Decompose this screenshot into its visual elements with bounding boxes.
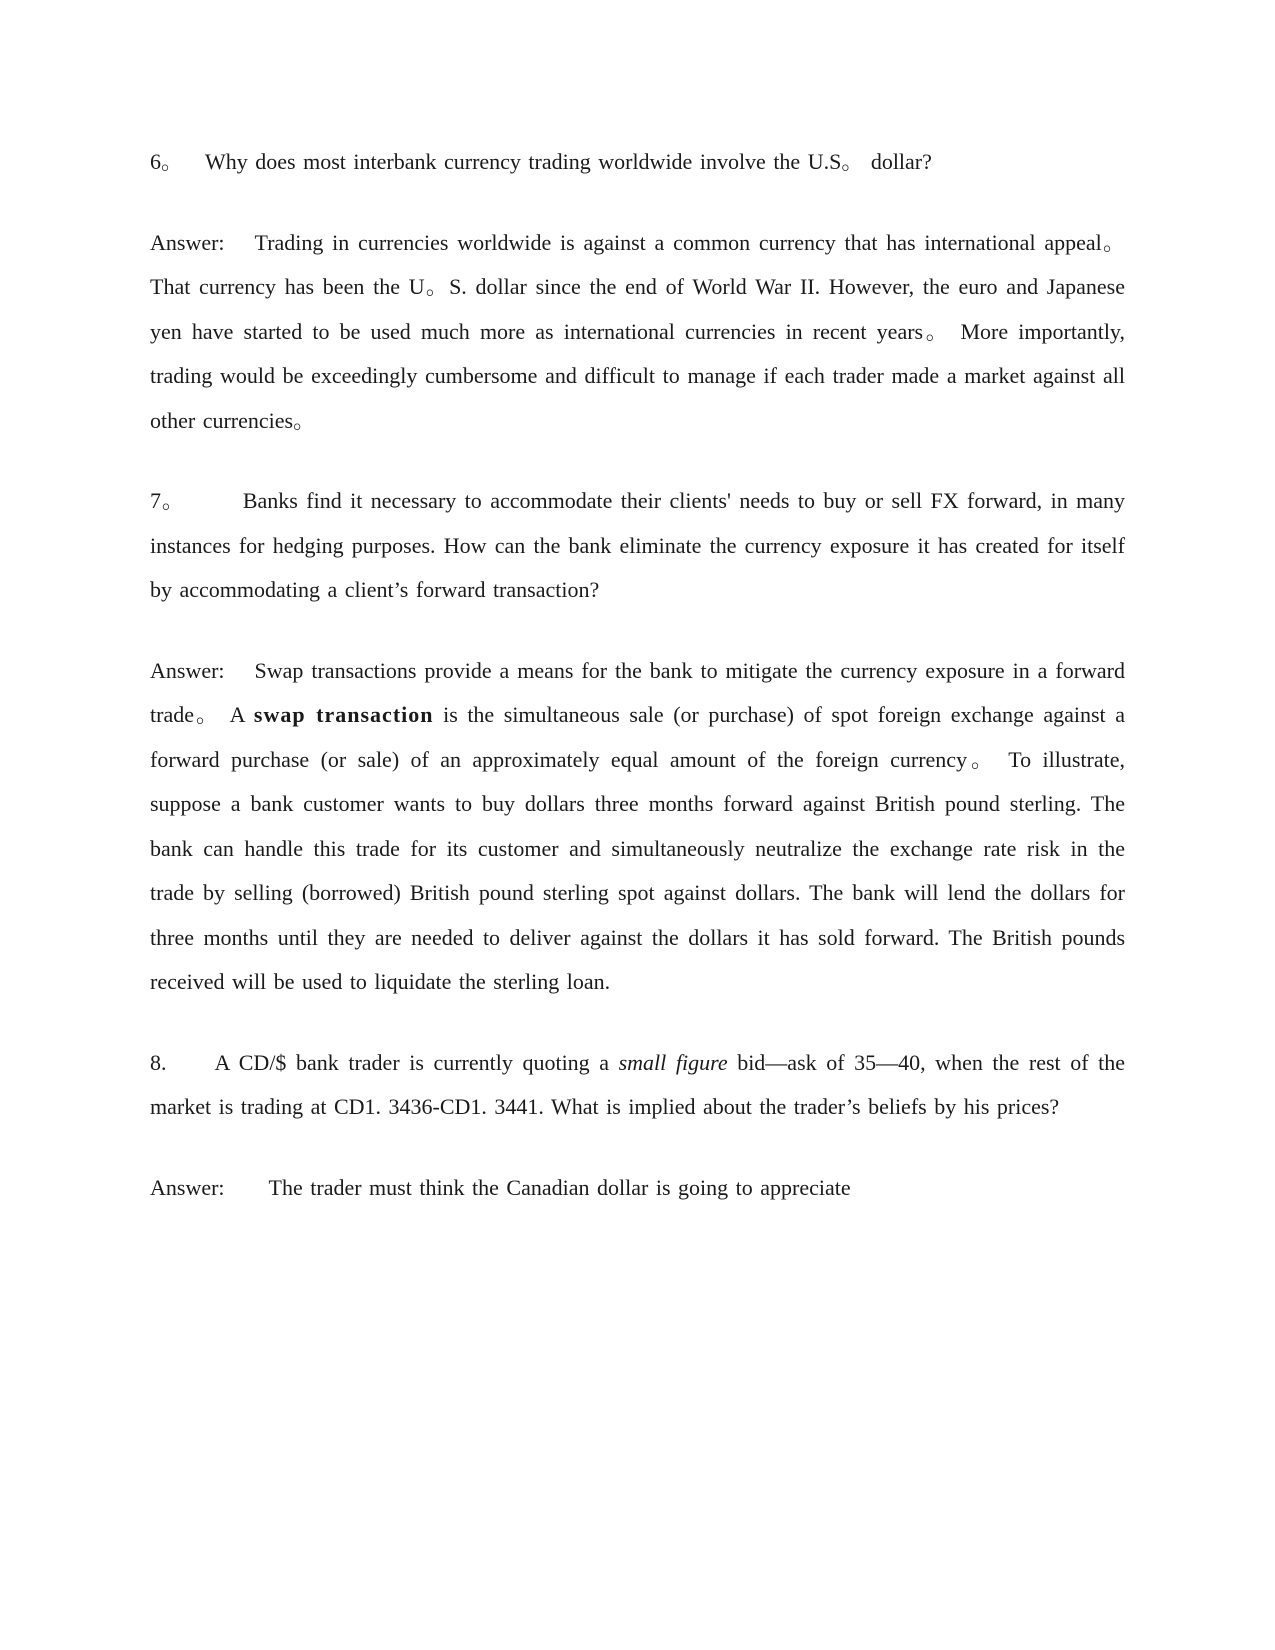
answer-6-label: Answer: [150, 229, 225, 255]
answer-8-label: Answer: [150, 1174, 225, 1200]
question-7-number: 7。 [150, 488, 185, 513]
spacer [150, 443, 1125, 479]
question-8-text-part1: A CD/$ bank trader is currently quoting a [214, 1049, 610, 1075]
spacer [150, 1130, 1125, 1166]
answer-6-text: Trading in currencies worldwide is against a common currency that has international appeal。 That currency has been the U。S. dollar since the end of World War II. However, the euro and Japanese yen have started to be used much more as international currencies in recent years。 More importantly, trading would be exceedingly cumbersome and difficult to manage if each trader made a market against all other currencies。 [150, 229, 1125, 433]
small-figure-term: small figure [618, 1049, 728, 1075]
question-6 [150, 140, 1125, 185]
question-8-text-part2: bid—ask of 35—40, when the rest of the market is trading at CD1. 3436-CD1. 3441. What is implied about the trader’s beliefs by his prices? [150, 1049, 1125, 1119]
spacer [150, 613, 1125, 649]
question-6-text: Why does most interbank currency trading worldwide involve the U.S。 dollar? [205, 149, 932, 174]
spacer [150, 1005, 1125, 1041]
question-8 [150, 1041, 1125, 1130]
question-7-text: Banks find it necessary to accommodate their clients' needs to buy or sell FX forward, in many instances for hedging purposes. How can the bank eliminate the currency exposure it has created for itself by accommodating a client’s forward transaction? [150, 488, 1125, 602]
question-6-number: 6。 [150, 149, 184, 174]
question-8-number: 8. [150, 1049, 167, 1075]
question-7 [150, 479, 1125, 613]
answer-8-text: The trader must think the Canadian dollar is going to appreciate [268, 1174, 851, 1200]
answer-7-text-part1: Swap transactions provide a means for the bank to mitigate the currency exposure in a forward trade。 A [150, 657, 1125, 727]
answer-7-text-part2: is the simultaneous sale (or purchase) of spot foreign exchange against a forward purchase (or sale) of an approximately equal amount of the foreign currency。 To illustrate, suppose a bank customer wants to buy dollars three months forward against British pound sterling. The bank can handle this trade for its customer and simultaneously neutralize the exchange rate risk in the trade by selling (borrowed) British pound sterling spot against dollars. The bank will lend the dollars for three months until they are needed to deliver against the dollars it has sold forward. The British pounds received will be used to liquidate the sterling loan. [150, 702, 1125, 994]
answer-7 [150, 649, 1125, 1005]
document-page [150, 140, 1125, 1210]
swap-transaction-term: swap transaction [253, 702, 434, 727]
spacer [150, 185, 1125, 221]
answer-7-label: Answer: [150, 657, 225, 683]
answer-8 [150, 1166, 1125, 1211]
answer-6 [150, 221, 1125, 444]
